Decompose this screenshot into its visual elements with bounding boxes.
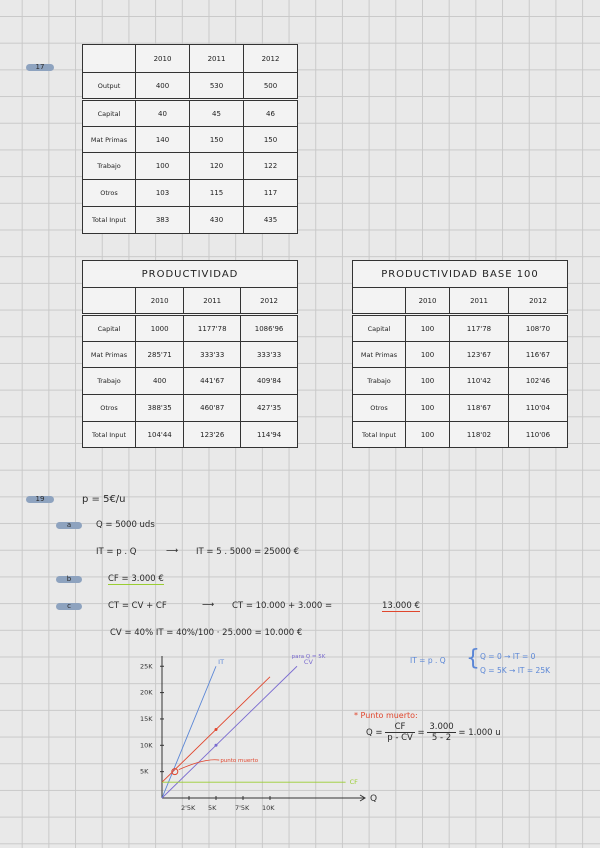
table-title: PRODUCTIVIDAD BASE 100 (353, 261, 568, 288)
cell: 100 (406, 315, 450, 342)
it-line (162, 666, 216, 798)
cell: 116'67 (508, 342, 567, 368)
cell: 150 (244, 127, 298, 153)
x-axis-label: Q (370, 794, 378, 804)
revenue-note: IT = p . Q (410, 656, 446, 665)
cell: 409'84 (241, 368, 298, 395)
table-title: PRODUCTIVIDAD (83, 261, 298, 288)
cell: 441'67 (184, 368, 241, 395)
cell: 430 (190, 207, 244, 234)
cell: 100 (406, 422, 450, 448)
year-header: 2012 (508, 288, 567, 315)
x-tick-label: 7'5K (235, 804, 250, 812)
price-equation: p = 5€/u (82, 494, 126, 505)
productividad-base100-table (352, 260, 568, 448)
breakeven-label: punto muerto (220, 758, 259, 765)
year-header: 2012 (241, 288, 298, 315)
cell: 120 (190, 153, 244, 180)
breakeven-arrow (179, 760, 219, 770)
year-header: 2011 (190, 45, 244, 73)
cell: 1177'78 (184, 315, 241, 342)
breakeven-result: = 1.000 u (458, 728, 501, 738)
revenue-note-line1: Q = 0 → IT = 0 (480, 652, 536, 661)
cv-point (215, 744, 218, 747)
revenue-formula: IT = p . Q (96, 547, 137, 557)
cell: 115 (190, 180, 244, 207)
cell: 100 (406, 368, 450, 395)
y-tick-label: 15K (140, 714, 153, 723)
cell: 110'06 (508, 422, 567, 448)
cell: 104'44 (136, 422, 184, 448)
row-label: Mat Primas (353, 342, 406, 368)
cf-label: CF (349, 778, 358, 787)
cv-line (162, 666, 297, 798)
cell: 460'87 (184, 395, 241, 422)
arrow: ⟶ (202, 600, 215, 610)
input-output-table (82, 44, 298, 234)
cell: 388'35 (136, 395, 184, 422)
cell: 123'26 (184, 422, 241, 448)
cell: 383 (136, 207, 190, 234)
row-label: Trabajo (353, 368, 406, 395)
part-b-marker: b (56, 576, 82, 583)
row-label: Mat Primas (83, 342, 136, 368)
cell: 333'33 (184, 342, 241, 368)
fixed-cost-equation: CF = 3.000 € (108, 574, 164, 584)
cell: 40 (136, 100, 190, 127)
total-cost-formula: CT = CV + CF (108, 601, 167, 611)
cell: 1000 (136, 315, 184, 342)
cell: 333'33 (241, 342, 298, 368)
variable-cost-equation: CV = 40% IT = 40%/100 · 25.000 = 10.000 € (110, 628, 303, 638)
productividad-table (82, 260, 298, 448)
y-tick-label: 5K (140, 767, 149, 776)
cell: 400 (136, 73, 190, 100)
cell: 118'02 (450, 422, 509, 448)
x-tick-label: 5K (208, 804, 217, 812)
year-header: 2012 (244, 45, 298, 73)
y-tick-label: 20K (140, 688, 153, 697)
cell: 140 (136, 127, 190, 153)
year-header: 2010 (406, 288, 450, 315)
cv-label: CV (303, 658, 313, 667)
row-label: Otros (83, 395, 136, 422)
cell: 117'78 (450, 315, 509, 342)
quantity-equation: Q = 5000 uds (96, 520, 155, 530)
cell: 123'67 (450, 342, 509, 368)
row-label: Total Input (83, 207, 136, 234)
cell: 118'67 (450, 395, 509, 422)
exercise-19-marker: 19 (26, 496, 54, 503)
cell: 285'71 (136, 342, 184, 368)
cell: 110'42 (450, 368, 509, 395)
breakeven-formula: Q = $\frac{CF}{p - CV}$ = $\frac{3.000}{5 - 2}$ = 1.000 u (366, 722, 501, 743)
cell: 100 (136, 153, 190, 180)
breakeven-lhs: Q = (366, 728, 383, 738)
cell: 150 (190, 127, 244, 153)
row-label: Total Input (353, 422, 406, 448)
row-label: Otros (353, 395, 406, 422)
cell: 122 (244, 153, 298, 180)
cell: 530 (190, 73, 244, 100)
x-tick-label: 10K (262, 804, 275, 812)
part-a-marker: a (56, 522, 82, 529)
exercise-17-marker: 17 (26, 64, 54, 71)
fraction: $\frac{3.000}{5 - 2}$ (429, 722, 454, 743)
row-label: Mat Primas (83, 127, 136, 153)
year-header: 2010 (136, 45, 190, 73)
row-label: Output (83, 73, 136, 100)
para-label: para Q = 5K (291, 653, 326, 660)
total-cost-value: 13.000 € (382, 601, 420, 611)
breakeven-heading: * Punto muerto: (354, 711, 418, 720)
cell: 108'70 (508, 315, 567, 342)
x-tick-label: 2'5K (181, 804, 196, 812)
cell: 427'35 (241, 395, 298, 422)
cell: 1086'96 (241, 315, 298, 342)
brace: { (466, 646, 480, 671)
arrow: ⟶ (166, 546, 179, 556)
cell: 45 (190, 100, 244, 127)
cell: 102'46 (508, 368, 567, 395)
cost-revenue-chart (120, 640, 380, 820)
cell: 400 (136, 368, 184, 395)
it-label: IT (218, 658, 225, 667)
cell: 100 (406, 342, 450, 368)
year-header: 2010 (136, 288, 184, 315)
cell: 100 (406, 395, 450, 422)
cell: 117 (244, 180, 298, 207)
cell: 46 (244, 100, 298, 127)
fraction: $\frac{CF}{p - CV}$ (387, 722, 413, 743)
cell: 435 (244, 207, 298, 234)
row-label: Capital (83, 100, 136, 127)
cell: 114'94 (241, 422, 298, 448)
row-label: Total Input (83, 422, 136, 448)
row-label: Capital (353, 315, 406, 342)
total-cost-result: CT = 10.000 + 3.000 = (232, 601, 333, 611)
cell: 500 (244, 73, 298, 100)
ct-point (215, 728, 218, 731)
row-label: Otros (83, 180, 136, 207)
row-label: Trabajo (83, 368, 136, 395)
part-c-marker: c (56, 603, 82, 610)
year-header: 2011 (184, 288, 241, 315)
row-label: Trabajo (83, 153, 136, 180)
year-header: 2011 (450, 288, 509, 315)
cell: 110'04 (508, 395, 567, 422)
revenue-note-line2: Q = 5K → IT = 25K (480, 666, 551, 675)
y-tick-label: 10K (140, 741, 153, 750)
cell: 103 (136, 180, 190, 207)
revenue-result: IT = 5 . 5000 = 25000 € (196, 547, 300, 557)
y-tick-label: 25K (140, 662, 153, 671)
row-label: Capital (83, 315, 136, 342)
